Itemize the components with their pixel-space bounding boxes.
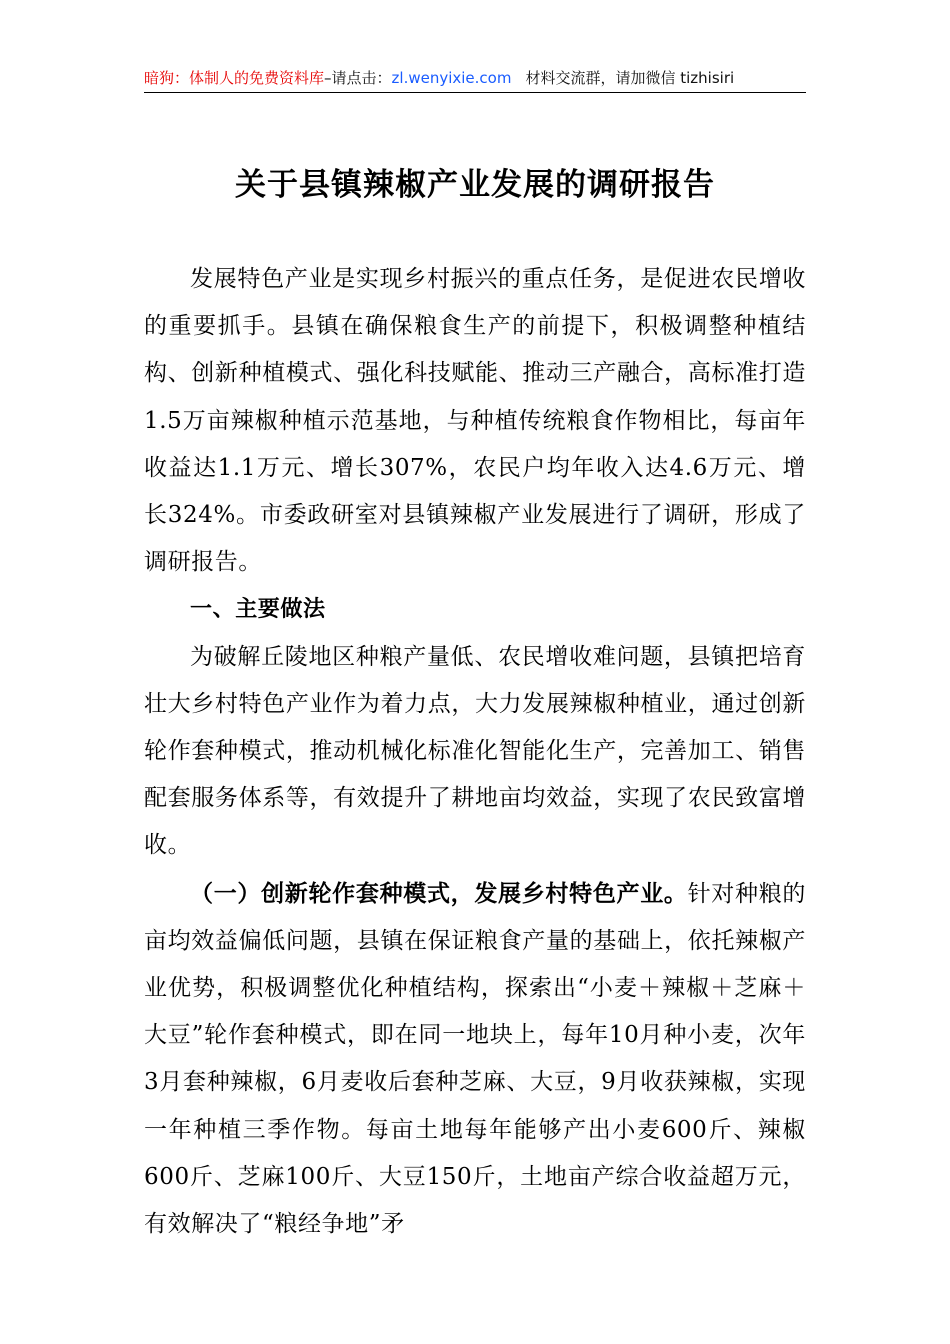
header-brand: 暗狗：体制人的免费资料库 (144, 69, 325, 87)
document-body (144, 256, 806, 1248)
header-link[interactable]: zl.wenyixie.com (391, 69, 512, 87)
subsection1-text: 针对种粮的亩均效益偏低问题，县镇在保证粮食产量的基础上，依托辣椒产业优势，积极调整优化种植结构，探索出“小麦＋辣椒＋芝麻＋大豆”轮作套种模式，即在同一地块上，每年10月种小麦，次年3月套种辣椒，6月麦收后套种芝麻、大豆，9月收获辣椒，实现一年种植三季作物。每亩土地每年能够产出小麦600斤、辣椒600斤、芝麻100斤、大豆150斤，土地亩产综合收益超万元，有效解决了“粮经争地”矛 (144, 880, 806, 1238)
document-title: 关于县镇辣椒产业发展的调研报告 (235, 167, 715, 203)
intro-paragraph: 发展特色产业是实现乡村振兴的重点任务，是促进农民增收的重要抓手。县镇在确保粮食生产的前提下，积极调整种植结构、创新种植模式、强化科技赋能、推动三产融合，高标准打造1.5万亩辣椒种植示范基地，与种植传统粮食作物相比，每亩年收益达1.1万元、增长307%，农民户均年收入达4.6万元、增长324%。市委政研室对县镇辣椒产业发展进行了调研，形成了调研报告。 (144, 266, 806, 576)
header-group-note: 材料交流群，请加微信 tizhisiri (525, 69, 735, 87)
section-heading-1: 一、主要做法 (190, 597, 326, 623)
subsection1-lead-in: （一）创新轮作套种模式，发展乡村特色产业。 (190, 879, 688, 907)
section1-paragraph: 为破解丘陵地区种粮产量低、农民增收难问题，县镇把培育壮大乡村特色产业作为着力点，大力发展辣椒种植业，通过创新轮作套种模式，推动机械化标准化智能化生产，完善加工、销售配套服务体系等，有效提升了耕地亩均效益，实现了农民致富增收。 (144, 643, 806, 859)
page-header (144, 64, 806, 93)
subsection1-paragraph (144, 870, 806, 1249)
header-link-prefix: –请点击： (324, 69, 392, 87)
